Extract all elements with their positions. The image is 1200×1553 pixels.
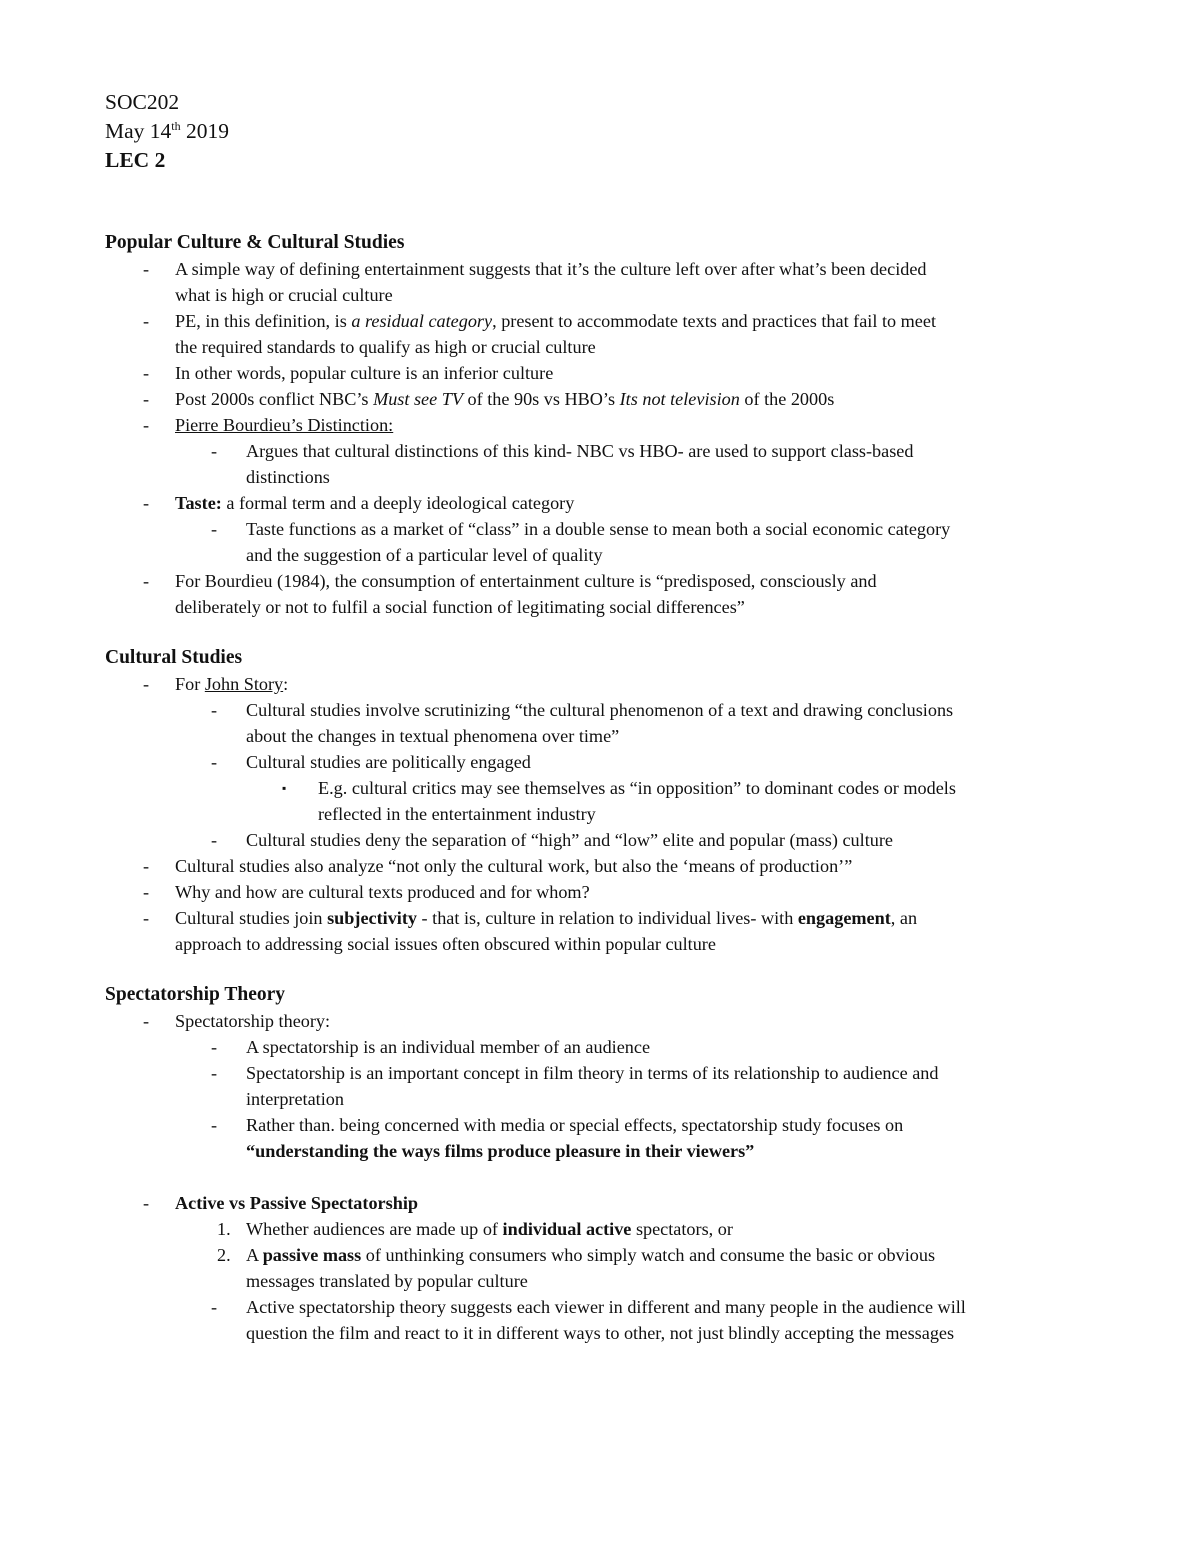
section-title: Cultural Studies xyxy=(105,647,243,668)
bullet-line xyxy=(105,1008,1100,1034)
bullet-text: PE, in this definition, is xyxy=(175,311,352,331)
dash-marker: - xyxy=(211,1037,218,1057)
bullet-line xyxy=(105,412,1100,438)
dash-marker: - xyxy=(211,700,218,720)
sub-bullet-line xyxy=(105,516,1100,542)
sub-bullet-line xyxy=(105,1294,1100,1320)
bullet-line xyxy=(105,490,1100,516)
dash-marker: - xyxy=(211,752,218,772)
section-title: Popular Culture & Cultural Studies xyxy=(105,232,405,253)
bullet-text: Whether audiences are made up of xyxy=(246,1219,503,1239)
bullet-text: Why and how are cultural texts produced and for whom? xyxy=(175,882,590,902)
bullet-line-cont: deliberately or not to fulfil a social function of legitimating social differences” xyxy=(175,597,745,617)
course-code: SOC202 xyxy=(105,90,180,114)
dash-marker: - xyxy=(143,1011,150,1031)
numbered-item xyxy=(105,1216,1100,1242)
bullet-text: Argues that cultural distinctions of this kind- NBC vs HBO- are used to support class-based xyxy=(246,441,914,461)
section-cultural-studies xyxy=(105,645,1100,957)
bullet-text: Active spectatorship theory suggests each viewer in different and many people in the audience will xyxy=(246,1297,966,1317)
bold-term: subjectivity xyxy=(327,908,417,928)
number-marker: 2. xyxy=(217,1245,231,1265)
sub-bullet-line xyxy=(105,749,1100,775)
bold-heading-text: Active vs Passive Spectatorship xyxy=(175,1193,418,1213)
dash-marker: - xyxy=(211,1063,218,1083)
bullet-text: Cultural studies deny the separation of “high” and “low” elite and popular (mass) culture xyxy=(246,830,893,850)
dash-marker: - xyxy=(143,493,150,513)
bold-term: individual active xyxy=(502,1219,632,1239)
bullet-line xyxy=(105,671,1100,697)
dash-marker: - xyxy=(143,259,150,279)
dash-marker: - xyxy=(143,571,150,591)
bullet-line xyxy=(105,360,1100,386)
bullet-line xyxy=(105,386,1100,412)
sub-sub-bullet-line-cont: reflected in the entertainment industry xyxy=(318,804,596,824)
bold-term: passive mass xyxy=(262,1245,362,1265)
bullet-text: , present to accommodate texts and practices that fail to meet xyxy=(492,311,937,331)
number-marker: 1. xyxy=(217,1219,231,1239)
section-title: Spectatorship Theory xyxy=(105,984,286,1005)
bold-term: engagement xyxy=(797,908,891,928)
bullet-text: A xyxy=(246,1245,263,1265)
italic-term: a residual category xyxy=(351,311,493,331)
dash-marker: - xyxy=(143,415,150,435)
bold-term: Taste: xyxy=(175,493,222,513)
bullet-text: Spectatorship is an important concept in film theory in terms of its relationship to audience and xyxy=(246,1063,939,1083)
bullet-text: For xyxy=(175,674,205,694)
bullet-text: A simple way of defining entertainment suggests that it’s the culture left over after what’s been decided xyxy=(175,259,927,279)
italic-term: Must see TV xyxy=(373,389,463,409)
bullet-text: A spectatorship is an individual member of an audience xyxy=(246,1037,651,1057)
underlined-term: John Story xyxy=(204,674,284,694)
dash-marker: - xyxy=(143,908,150,928)
bullet-text: Cultural studies involve scrutinizing “the cultural phenomenon of a text and drawing conclusions xyxy=(246,700,954,720)
lecture-date xyxy=(105,117,229,146)
dash-marker: - xyxy=(211,830,218,850)
bullet-line-cont: what is high or crucial culture xyxy=(175,285,393,305)
bullet-text: of the 90s vs HBO’s xyxy=(462,389,620,409)
bullet-line xyxy=(105,308,1100,334)
sub-bullet-line-cont: interpretation xyxy=(246,1089,344,1109)
bullet-line xyxy=(105,568,1100,594)
bullet-text: of the 2000s xyxy=(739,389,835,409)
bullet-text: Cultural studies also analyze “not only the cultural work, but also the ‘means of production’” xyxy=(175,856,853,876)
spacer xyxy=(105,1164,1100,1190)
bullet-line xyxy=(105,853,1100,879)
sub-bullet-line xyxy=(105,438,1100,464)
bullet-line-cont: approach to addressing social issues often obscured within popular culture xyxy=(175,934,716,954)
date-year: 2019 xyxy=(180,119,230,143)
sub-bullet-line-cont: and the suggestion of a particular level of quality xyxy=(246,545,603,565)
bullet-text: Taste functions as a market of “class” in a double sense to mean both a social economic category xyxy=(246,519,951,539)
sub-bullet-line-cont: distinctions xyxy=(246,467,330,487)
bullet-line-cont: the required standards to qualify as high or crucial culture xyxy=(175,337,596,357)
numbered-item-cont: messages translated by popular culture xyxy=(246,1271,528,1291)
bullet-text: spectators, or xyxy=(631,1219,733,1239)
sub-bullet-line xyxy=(105,1060,1100,1086)
square-bullet-icon: ▪ xyxy=(282,781,287,795)
bullet-text: , an xyxy=(890,908,918,928)
dash-marker: - xyxy=(143,882,150,902)
bullet-line xyxy=(105,1190,1100,1216)
bullet-text: E.g. cultural critics may see themselves as “in opposition” to dominant codes or models xyxy=(318,778,956,798)
dash-marker: - xyxy=(211,441,218,461)
sub-bullet-line-cont: about the changes in textual phenomena over time” xyxy=(246,726,620,746)
dash-marker: - xyxy=(143,674,150,694)
bullet-text: a formal term and a deeply ideological category xyxy=(221,493,575,513)
dash-marker: - xyxy=(143,311,150,331)
sub-sub-bullet-line xyxy=(105,775,1100,801)
sub-bullet-line-cont: question the film and react to it in different ways to other, not just blindly accepting the messages xyxy=(246,1323,955,1343)
italic-term: Its not television xyxy=(619,389,740,409)
bullet-line xyxy=(105,905,1100,931)
dash-marker: - xyxy=(143,1193,150,1213)
underlined-term: Pierre Bourdieu’s Distinction: xyxy=(175,415,394,435)
bullet-line xyxy=(105,256,1100,282)
dash-marker: - xyxy=(143,389,150,409)
dash-marker: - xyxy=(211,1115,218,1135)
date-prefix: May 14 xyxy=(105,119,172,143)
bullet-text: In other words, popular culture is an inferior culture xyxy=(175,363,554,383)
bullet-text: of unthinking consumers who simply watch and consume the basic or obvious xyxy=(361,1245,936,1265)
sub-bullet-line xyxy=(105,697,1100,723)
sub-bullet-line-cont-bold: “understanding the ways films produce pleasure in their viewers” xyxy=(246,1141,755,1161)
lecture-number: LEC 2 xyxy=(105,148,166,172)
section-spectatorship-theory xyxy=(105,982,1100,1346)
sub-bullet-line xyxy=(105,1112,1100,1138)
numbered-item xyxy=(105,1242,1100,1268)
bullet-text: Spectatorship theory: xyxy=(175,1011,331,1031)
dash-marker: - xyxy=(143,856,150,876)
section-popular-culture xyxy=(105,230,1100,620)
bullet-text: - that is, culture in relation to individual lives- with xyxy=(417,908,798,928)
sub-bullet-line xyxy=(105,1034,1100,1060)
bullet-line xyxy=(105,879,1100,905)
bullet-text: Post 2000s conflict NBC’s xyxy=(175,389,374,409)
bullet-text: : xyxy=(283,674,289,694)
date-ordinal: th xyxy=(171,118,181,133)
bullet-text: Rather than. being concerned with media or special effects, spectatorship study focuses on xyxy=(246,1115,904,1135)
bullet-text: Cultural studies are politically engaged xyxy=(246,752,531,772)
bullet-text: For Bourdieu (1984), the consumption of entertainment culture is “predisposed, consciously and xyxy=(175,571,877,591)
dash-marker: - xyxy=(211,519,218,539)
dash-marker: - xyxy=(143,363,150,383)
sub-bullet-line xyxy=(105,827,1100,853)
dash-marker: - xyxy=(211,1297,218,1317)
bullet-text: Cultural studies join xyxy=(175,908,328,928)
